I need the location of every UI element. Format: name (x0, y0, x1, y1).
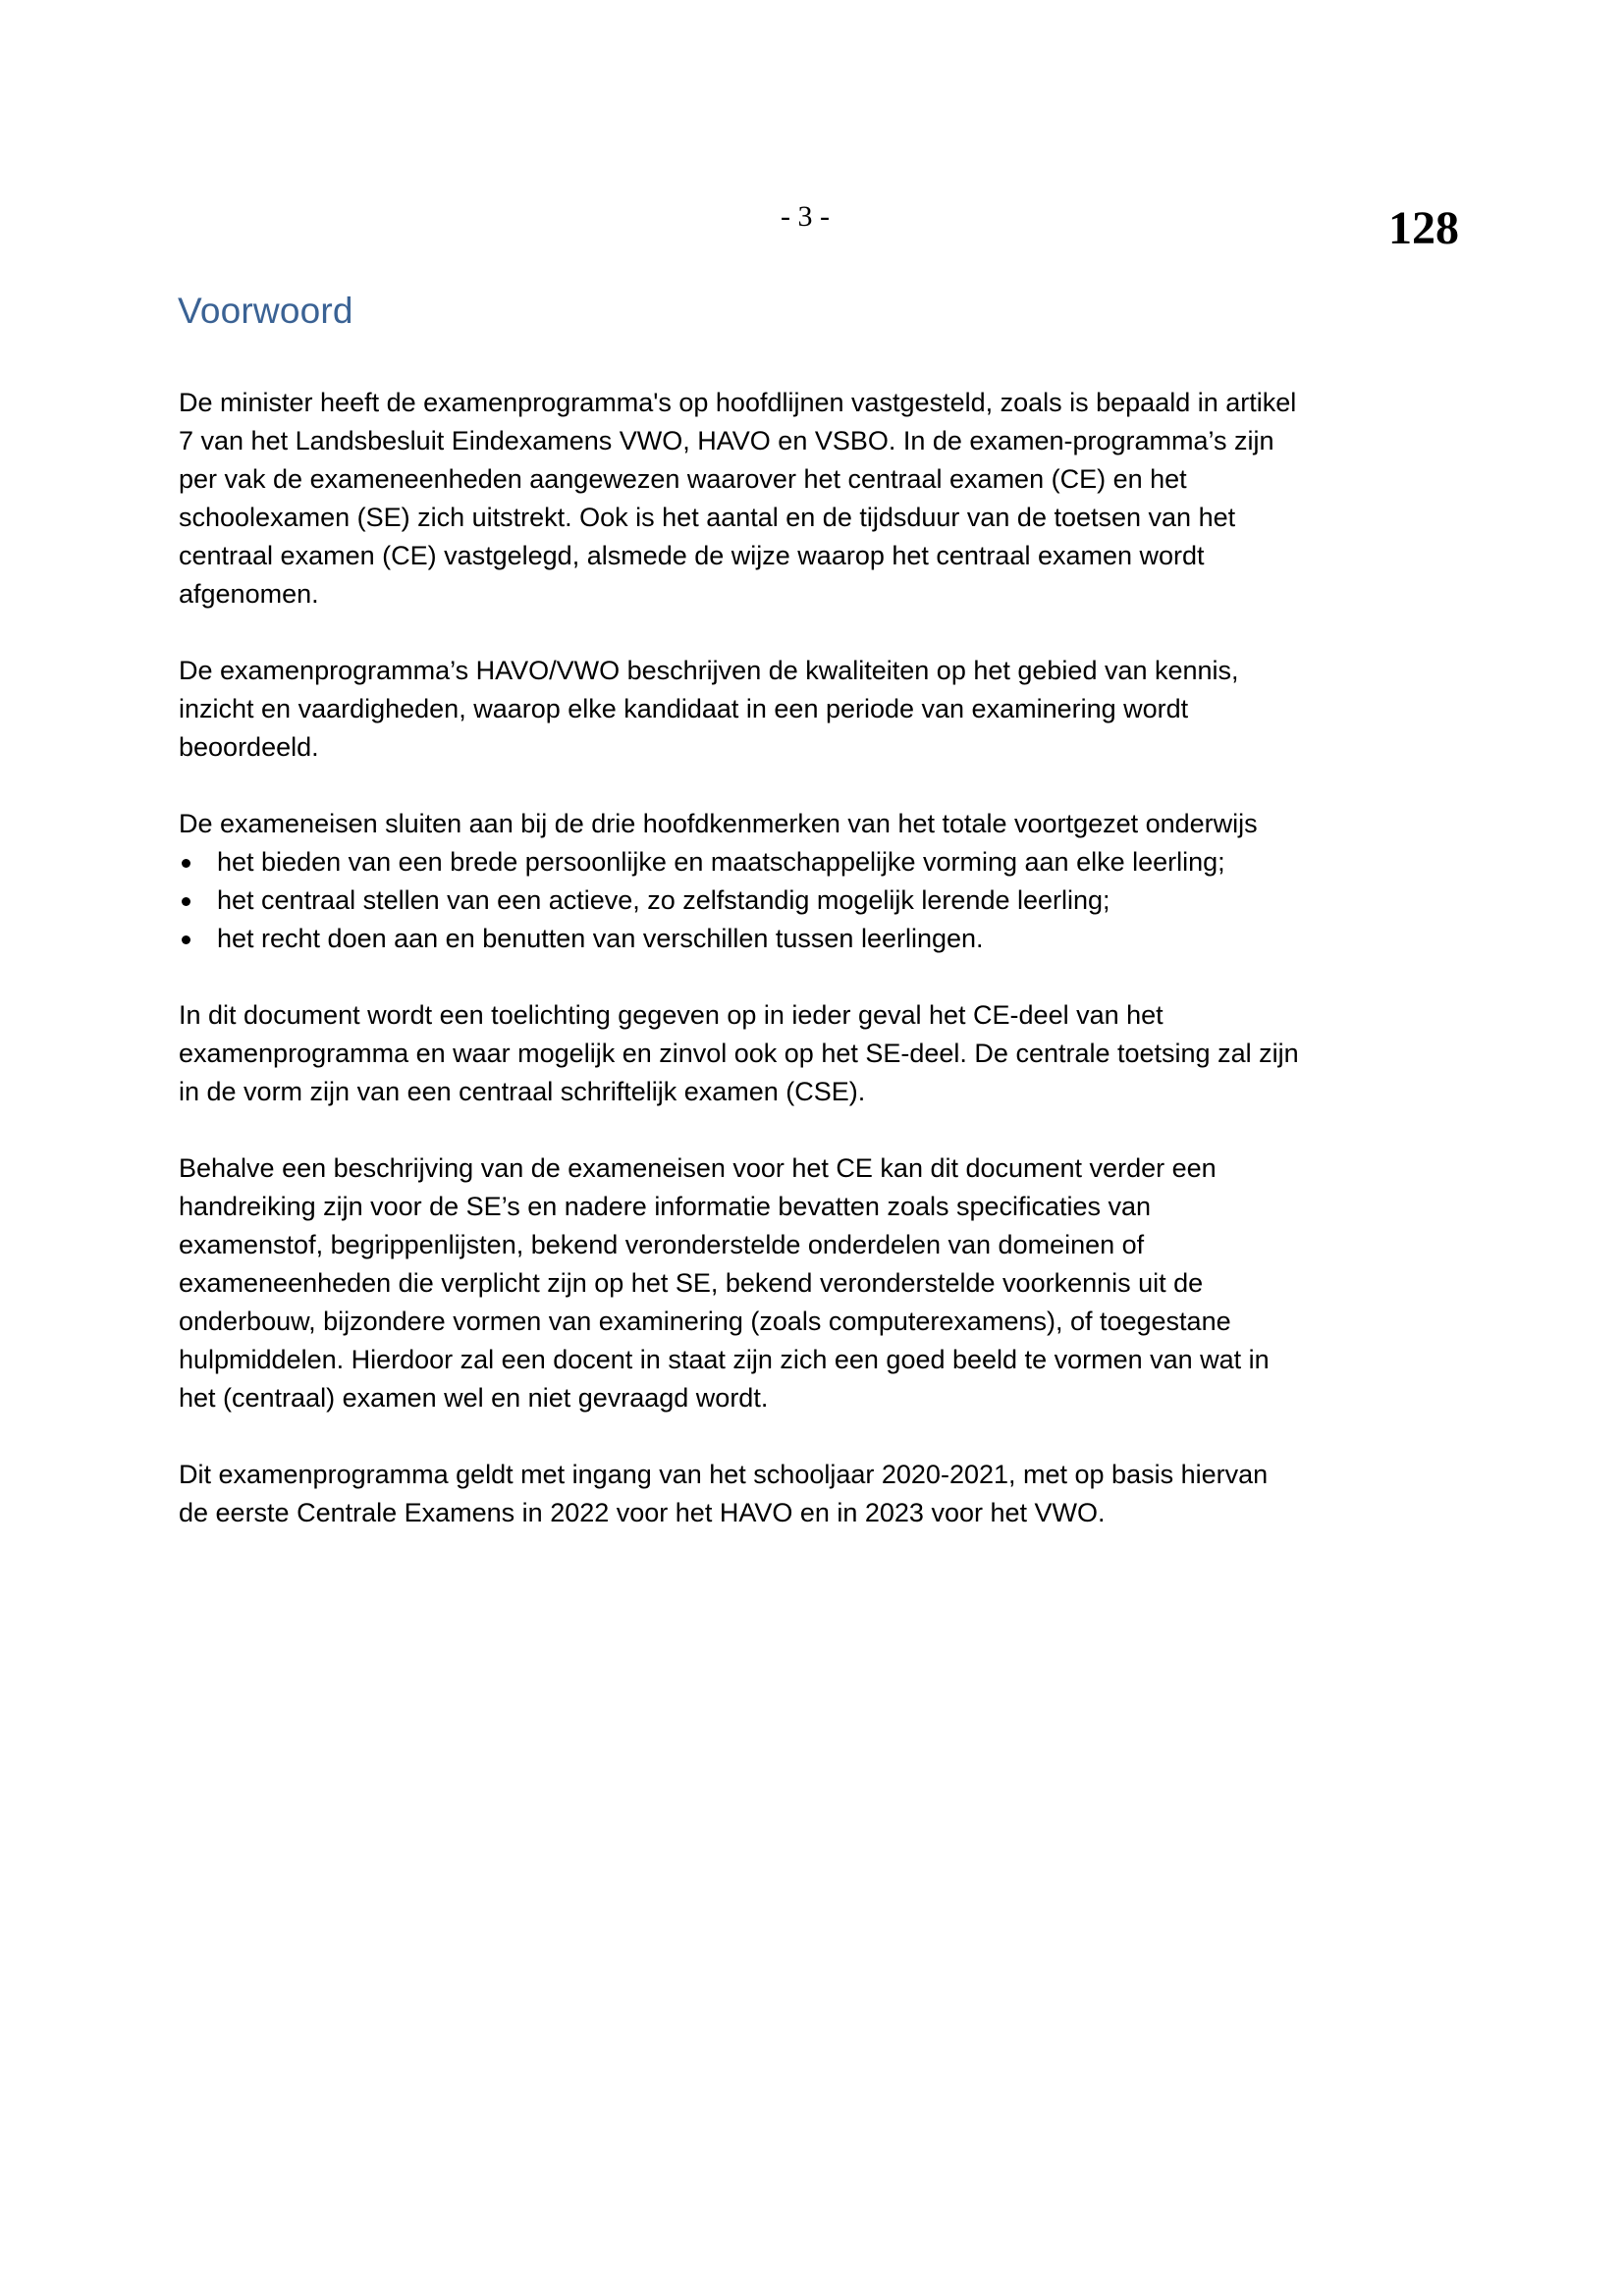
text-line: examenprogramma en waar mogelijk en zinvol ook op het SE-deel. De centrale toetsing zal zijn (179, 1039, 1299, 1068)
bullet-icon (179, 843, 217, 881)
text-line: In dit document wordt een toelichting gegeven op in ieder geval het CE-deel van het (179, 1000, 1164, 1030)
text-line: examenstof, begrippenlijsten, bekend veronderstelde onderdelen van domeinen of (179, 1230, 1145, 1259)
bullet-text: het recht doen aan en benutten van verschillen tussen leerlingen. (217, 924, 984, 953)
text-line: centraal examen (CE) vastgelegd, alsmede de wijze waarop het centraal examen wordt (179, 541, 1205, 570)
page-number: - 3 - (781, 200, 830, 233)
paragraph-qualities (179, 652, 1475, 767)
text-line: De minister heeft de examenprogramma's op hoofdlijnen vastgesteld, zoals is bepaald in artikel (179, 388, 1297, 417)
bullet-item (179, 920, 1475, 958)
text-line: schoolexamen (SE) zich uitstrekt. Ook is het aantal en de tijdsduur van de toetsen van het (179, 503, 1236, 532)
bullet-item (179, 881, 1475, 920)
bullet-text: het bieden van een brede persoonlijke en maatschappelijke vorming aan elke leerling; (217, 847, 1225, 877)
text-line: onderbouw, bijzondere vormen van examinering (zoals computerexamens), of toegestane (179, 1307, 1231, 1336)
text-line: Behalve een beschrijving van de exameneisen voor het CE kan dit document verder een (179, 1153, 1217, 1183)
document-body (179, 384, 1475, 1571)
paragraph-additional-info (179, 1149, 1475, 1417)
text-line: de eerste Centrale Examens in 2022 voor het HAVO en in 2023 voor het VWO. (179, 1498, 1106, 1527)
bullet-item (179, 843, 1475, 881)
text-line: het (centraal) examen wel en niet gevraagd wordt. (179, 1383, 769, 1413)
text-line: 7 van het Landsbesluit Eindexamens VWO, HAVO en VSBO. In de examen-programma’s zijn (179, 426, 1274, 455)
text-line: afgenomen. (179, 579, 319, 609)
bullet-text: het centraal stellen van een actieve, zo zelfstandig mogelijk lerende leerling; (217, 885, 1110, 915)
paragraph-document-scope (179, 996, 1475, 1111)
paragraph-effective-date (179, 1456, 1475, 1532)
text-line: handreiking zijn voor de SE’s en nadere informatie bevatten zoals specificaties van (179, 1192, 1152, 1221)
page-title: Voorwoord (178, 291, 353, 331)
bullet-icon (179, 920, 217, 958)
bullet-icon (179, 881, 217, 920)
text-line: inzicht en vaardigheden, waarop elke kandidaat in een periode van examinering wordt (179, 694, 1189, 723)
text-line: in de vorm zijn van een centraal schriftelijk examen (CSE). (179, 1077, 866, 1106)
document-number: 128 (1388, 202, 1459, 254)
text-line: De examenprogramma’s HAVO/VWO beschrijven de kwaliteiten op het gebied van kennis, (179, 656, 1239, 685)
paragraph-main-characteristics (179, 805, 1475, 958)
text-line: per vak de exameneenheden aangewezen waarover het centraal examen (CE) en het (179, 464, 1187, 494)
text-line: Dit examenprogramma geldt met ingang van het schooljaar 2020-2021, met op basis hiervan (179, 1460, 1269, 1489)
text-line: exameneenheden die verplicht zijn op het SE, bekend veronderstelde voorkennis uit de (179, 1268, 1204, 1298)
text-line: hulpmiddelen. Hierdoor zal een docent in staat zijn zich een goed beeld te vormen van wat in (179, 1345, 1270, 1374)
bullet-list (179, 843, 1475, 958)
text-line: De exameneisen sluiten aan bij de drie hoofdkenmerken van het totale voortgezet onderwijs (179, 809, 1258, 838)
paragraph-ministerial-decision (179, 384, 1475, 614)
text-line: beoordeeld. (179, 732, 319, 762)
